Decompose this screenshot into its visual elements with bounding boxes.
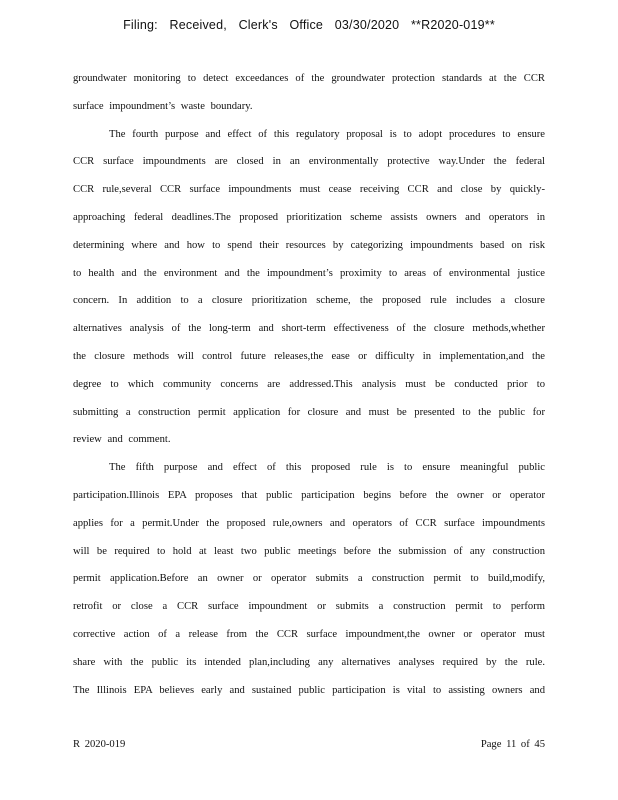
text-line: to health and the environment and the impoundment’s proximity to areas of environmental justice xyxy=(73,267,545,279)
text-line: applies for a permit.Under the proposed rule,owners and operators of CCR surface impoundments xyxy=(73,517,545,529)
text-line: the closure methods will control future releases,the ease or difficulty in implementation,and the xyxy=(73,350,545,362)
body-text xyxy=(73,70,545,709)
text-line: CCR rule,several CCR surface impoundments must cease receiving CCR and close by quickly- xyxy=(73,184,545,196)
text-line: participation.Illinois EPA proposes that public participation begins before the owner or operator xyxy=(73,489,545,501)
text-line: corrective action of a release from the CCR surface impoundment,the owner or operator must xyxy=(73,628,545,640)
text-line: groundwater monitoring to detect exceedances of the groundwater protection standards at the CCR xyxy=(73,73,545,84)
text-line: surface impoundment’s waste boundary. xyxy=(73,100,253,112)
docket-number: R 2020-019 xyxy=(73,739,126,750)
text-line: share with the public its intended plan,including any alternatives analyses required by the rule. xyxy=(73,656,545,668)
text-line: will be required to hold at least two public meetings before the submission of any construction xyxy=(73,545,545,557)
text-line: alternatives analysis of the long-term and short-term effectiveness of the closure methods,whether xyxy=(73,323,545,335)
text-line: The fifth purpose and effect of this proposed rule is to ensure meaningful public xyxy=(109,462,545,474)
text-line: review and comment. xyxy=(73,434,171,446)
text-line: submitting a construction permit application for closure and must be presented to the public for xyxy=(73,406,545,418)
text-line: permit application.Before an owner or operator submits a construction permit to build,modify, xyxy=(73,573,545,585)
page-footer xyxy=(73,739,545,750)
text-line: retrofit or close a CCR surface impoundment or submits a construction permit to perform xyxy=(73,601,545,613)
text-line: concern. In addition to a closure prioritization scheme, the proposed rule includes a closure xyxy=(73,295,545,307)
page-number: Page 11 of 45 xyxy=(480,739,545,750)
text-line: determining where and how to spend their resources by categorizing impoundments based on risk xyxy=(73,239,545,251)
text-line: The Illinois EPA believes early and sustained public participation is vital to assisting owners and xyxy=(73,684,545,696)
text-line: degree to which community concerns are addressed.This analysis must be conducted prior to xyxy=(73,378,545,390)
text-line: The fourth purpose and effect of this regulatory proposal is to adopt procedures to ensure xyxy=(109,128,545,140)
text-line: approaching federal deadlines.The proposed prioritization scheme assists owners and operators in xyxy=(73,211,545,223)
filing-header: Filing: Received, Clerk's Office 03/30/2020 **R2020-019** xyxy=(123,18,495,32)
text-line: CCR surface impoundments are closed in an environmentally protective way.Under the federal xyxy=(73,156,545,168)
